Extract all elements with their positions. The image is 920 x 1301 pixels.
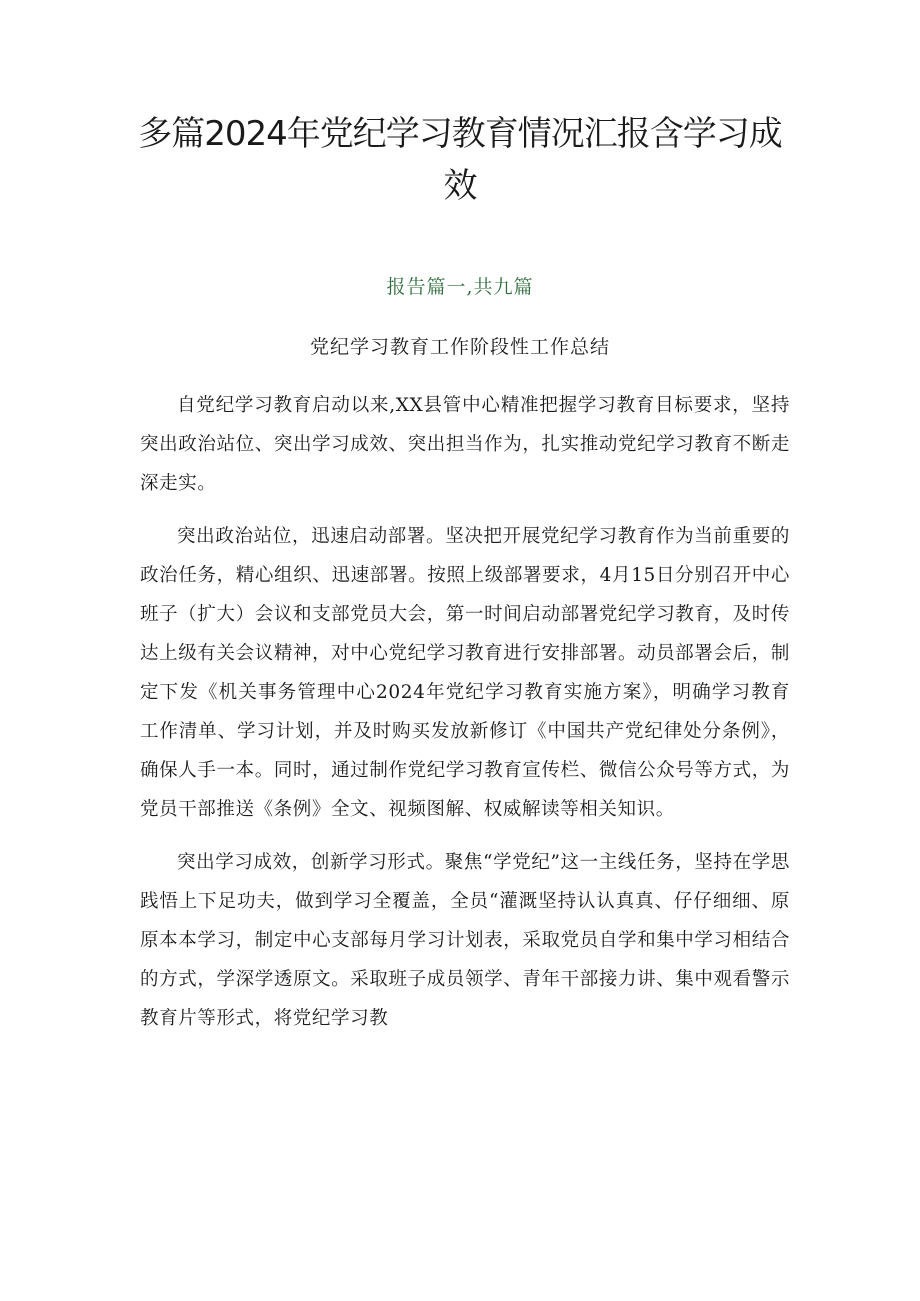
document-subtitle: 报告篇一,共九篇 (386, 276, 534, 298)
body-paragraph-2: 突出政治站位，迅速启动部署。坚决把开展党纪学习教育作为当前重要的政治任务，精心组织、迅速部署。按照上级部署要求，4月15日分别召开中心班子（扩大）会议和支部党员大会，第一时间启动部署党纪学习教育，及时传达上级有关会议精神，对中心党纪学习教育进行安排部署。动员部署会后，制定下发《机关事务管理中心2024年党纪学习教育实施方案》，明确学习教育工作清单、学习计划，并及时购买发放新修订《中国共产党纪律处分条例》，确保人手一本。同时，通过制作党纪学习教育宣传栏、微信公众号等方式，为党员干部推送《条例》全文、视频图解、权威解读等相关知识。 (140, 526, 790, 820)
body-paragraph-3: 突出学习成效，创新学习形式。聚焦“学党纪”这一主线任务，坚持在学思践悟上下足功夫，做到学习全覆盖，全员“灌溉坚持认认真真、仔仔细细、原原本本学习，制定中心支部每月学习计划表，采取党员自学和集中学习相结合的方式，学深学透原文。采取班子成员领学、青年干部接力讲、集中观看警示教育片等形式，将党纪学习教 (140, 852, 790, 1029)
section-title: 党纪学习教育工作阶段性工作总结 (309, 336, 610, 358)
document-title: 多篇2024年党纪学习教育情况汇报含学习成效 (138, 114, 782, 206)
document-body (140, 386, 790, 1052)
body-paragraph-1: 自党纪学习教育启动以来,XX县管中心精准把握学习教育目标要求，坚持突出政治站位、突出学习成效、突出担当作为，扎实推动党纪学习教育不断走深走实。 (140, 395, 790, 494)
